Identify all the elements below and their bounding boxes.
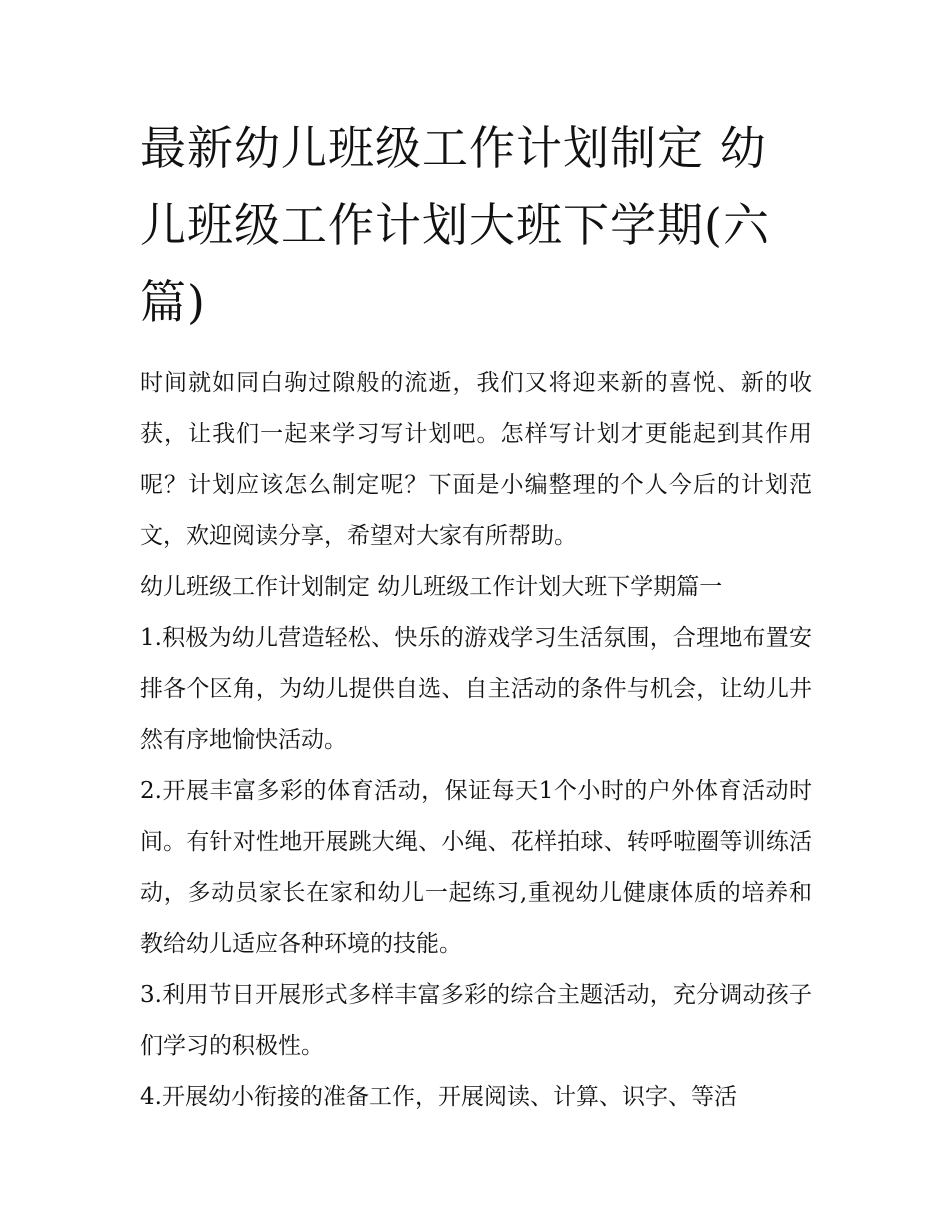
section-heading: 幼儿班级工作计划制定 幼儿班级工作计划大班下学期篇一 — [140, 574, 723, 600]
list-item-1: 1.积极为幼儿营造轻松、快乐的游戏学习生活氛围，合理地布置安排各个区角，为幼儿提供自选、自主活动的条件与机会，让幼儿井然有序地愉快活动。 — [140, 625, 812, 753]
list-item-2: 2.开展丰富多彩的体育活动，保证每天1个小时的户外体育活动时间。有针对性地开展跳大绳、小绳、花样拍球、转呼啦圈等训练活动，多动员家长在家和幼儿一起练习,重视幼儿健康体质的培养和教给幼儿适应各种环境的技能。 — [140, 778, 812, 957]
document-page — [140, 110, 812, 1123]
document-title: 最新幼儿班级工作计划制定 幼儿班级工作计划大班下学期(六篇) — [140, 121, 770, 329]
list-item-4: 4.开展幼小衔接的准备工作，开展阅读、计算、识字、等活 — [140, 1084, 737, 1110]
intro-paragraph: 时间就如同白驹过隙般的流逝，我们又将迎来新的喜悦、新的收获，让我们一起来学习写计划吧。怎样写计划才更能起到其作用呢？计划应该怎么制定呢？下面是小编整理的个人今后的计划范文，欢迎阅读分享，希望对大家有所帮助。 — [140, 370, 812, 549]
list-item-3: 3.利用节日开展形式多样丰富多彩的综合主题活动，充分调动孩子们学习的积极性。 — [140, 982, 812, 1059]
